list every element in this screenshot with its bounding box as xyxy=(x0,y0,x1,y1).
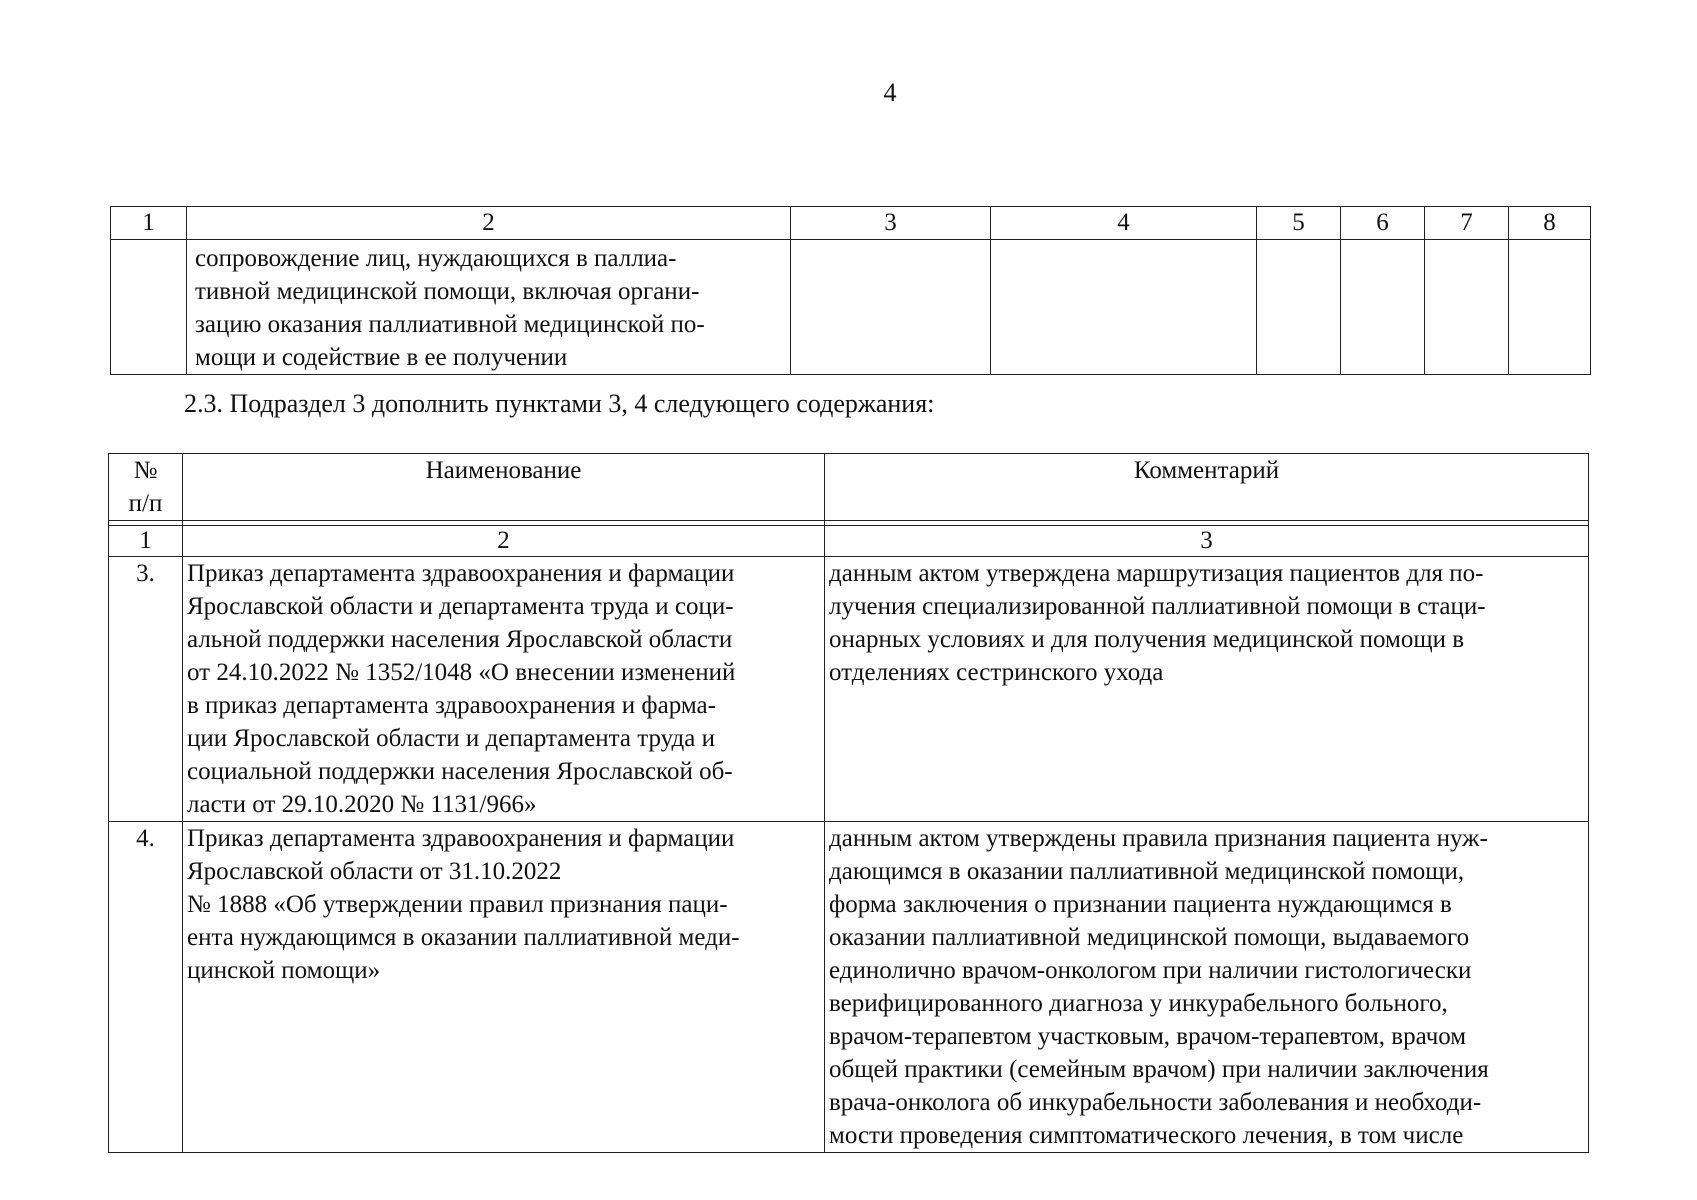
text-line: отделениях сестринского ухода xyxy=(829,659,1164,686)
comment-cell xyxy=(825,822,1589,1153)
column-number-row xyxy=(111,207,1591,240)
header-comment: Комментарий xyxy=(825,454,1589,521)
header-number xyxy=(109,454,183,521)
empty-cell xyxy=(111,240,187,375)
text-line: Приказ департамента здравоохранения и фармации xyxy=(187,825,735,852)
empty-cell xyxy=(1341,240,1425,375)
col-number: 7 xyxy=(1425,207,1509,240)
col-number: 8 xyxy=(1509,207,1591,240)
empty-cell xyxy=(1425,240,1509,375)
text-line: цинской помощи» xyxy=(187,957,381,984)
text-line: зацию оказания паллиативной медицинской по- xyxy=(195,311,705,338)
page-number: 4 xyxy=(883,78,897,107)
text-line: форма заключения о признании пациента нуждающимся в xyxy=(829,891,1452,918)
documents-table xyxy=(108,453,1589,1153)
empty-cell xyxy=(1257,240,1341,375)
text-line: оказании паллиативной медицинской помощи, выдаваемого xyxy=(829,924,1470,951)
table-row xyxy=(111,240,1591,375)
text-line: тивной медицинской помощи, включая органи- xyxy=(195,278,700,305)
text-line: данным актом утверждена маршрутизация пациентов для по- xyxy=(829,560,1484,587)
text-line: от 24.10.2022 № 1352/1048 «О внесении изменений xyxy=(187,659,736,686)
text-line: Приказ департамента здравоохранения и фармации xyxy=(187,560,735,587)
text-line: данным актом утверждены правила признания пациента нуж- xyxy=(829,825,1488,852)
text-line: ции Ярославской области и департамента труда и xyxy=(187,725,715,752)
header-name: Наименование xyxy=(183,454,825,521)
continuation-table xyxy=(110,206,1591,375)
text-line: дающимся в оказании паллиативной медицинской помощи, xyxy=(829,858,1465,885)
col-number: 1 xyxy=(109,526,183,557)
table-row xyxy=(109,822,1589,1153)
col-number: 2 xyxy=(183,526,825,557)
name-cell xyxy=(183,557,825,822)
row-number: 3. xyxy=(109,557,183,822)
text-line: онарных условиях и для получения медицинской помощи в xyxy=(829,626,1465,653)
col-number: 1 xyxy=(111,207,187,240)
text-line: социальной поддержки населения Ярославской об- xyxy=(187,758,733,785)
text-line: врача-онколога об инкурабельности заболевания и необходи- xyxy=(829,1089,1482,1116)
text-line: лучения специализированной паллиативной помощи в стаци- xyxy=(829,593,1486,620)
text-line: врачом-терапевтом участковым, врачом-терапевтом, врачом xyxy=(829,1023,1467,1050)
text-line: сопровождение лиц, нуждающихся в паллиа- xyxy=(195,245,677,272)
row-number: 4. xyxy=(109,822,183,1153)
col-number: 3 xyxy=(825,526,1589,557)
header-number-line1: № xyxy=(133,457,158,484)
col-number: 4 xyxy=(991,207,1257,240)
empty-cell xyxy=(1509,240,1591,375)
empty-cell xyxy=(991,240,1257,375)
text-line: единолично врачом-онкологом при наличии гистологически xyxy=(829,957,1472,984)
col-number: 3 xyxy=(791,207,991,240)
text-line: альной поддержки населения Ярославской области xyxy=(187,626,733,653)
col-number: 5 xyxy=(1257,207,1341,240)
text-line: мощи и содействие в ее получении xyxy=(195,344,568,371)
text-line: Ярославской области и департамента труда и соци- xyxy=(187,593,734,620)
text-line: № 1888 «Об утверждении правил признания паци- xyxy=(187,891,728,918)
text-line: ента нуждающимся в оказании паллиативной меди- xyxy=(187,924,740,951)
text-line: в приказ департамента здравоохранения и фарма- xyxy=(187,692,716,719)
text-line: верифицированного диагноза у инкурабельного больного, xyxy=(829,990,1448,1017)
section-paragraph: 2.3. Подраздел 3 дополнить пунктами 3, 4 следующего содержания: xyxy=(184,389,935,418)
text-line: ласти от 29.10.2020 № 1131/966» xyxy=(187,791,537,818)
name-cell xyxy=(183,822,825,1153)
empty-cell xyxy=(791,240,991,375)
text-cell xyxy=(187,240,791,375)
col-number: 6 xyxy=(1341,207,1425,240)
text-line: мости проведения симптоматического лечения, в том числе xyxy=(829,1122,1464,1149)
header-number-line2: п/п xyxy=(128,490,163,517)
text-line: Ярославской области от 31.10.2022 xyxy=(187,858,562,885)
col-number: 2 xyxy=(187,207,791,240)
text-line: общей практики (семейным врачом) при наличии заключения xyxy=(829,1056,1489,1083)
table-header xyxy=(109,454,1589,521)
table-row xyxy=(109,557,1589,822)
column-number-row xyxy=(109,526,1589,557)
comment-cell xyxy=(825,557,1589,822)
